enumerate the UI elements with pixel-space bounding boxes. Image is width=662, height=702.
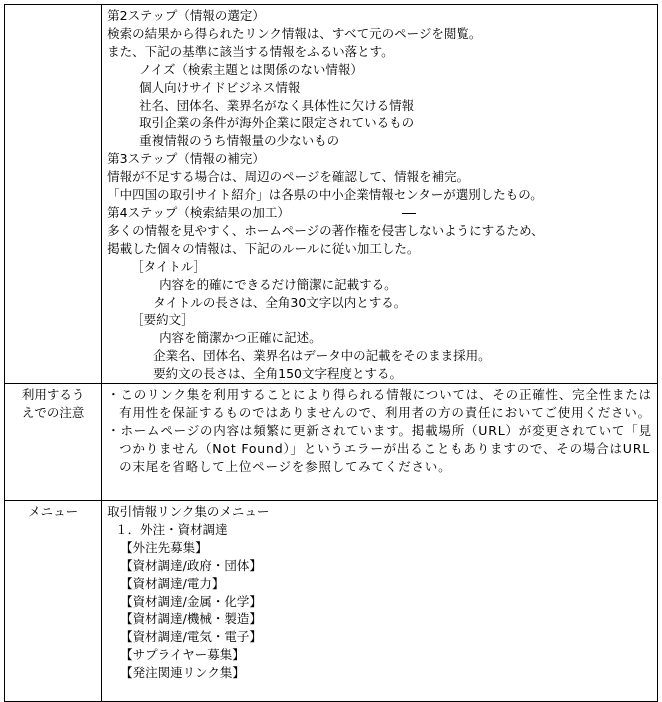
notes-label-cell	[5, 384, 102, 501]
criteria-item: ノイズ（検索主題とは関係のない情報）	[139, 61, 363, 77]
step4-title: 第4ステップ（検索結果の加工）	[107, 204, 290, 220]
summary-rules-heading: ［要約文］	[131, 312, 194, 328]
note-bullet: ・ホームページの内容は頻繁に更新されています。掲載場所（URL）が変更されていて「見つかりません（Not Found）」というエラーが出ることもありますので、その場合はURLの末尾を省略して上位ページを参照してみてください。	[107, 422, 652, 474]
criteria-item: 重複情報のうち情報量の少ないもの	[139, 133, 340, 149]
summary-rule: 内容を簡潔かつ正確に記述。	[159, 330, 322, 346]
criteria-item: 社名、団体名、業界名がなく具体性に欠ける情報	[139, 97, 415, 113]
step3-title: 第3ステップ（情報の補完）	[107, 151, 265, 167]
menu-link[interactable]: 【外注先募集】	[120, 539, 208, 555]
menu-section: １．外注・資材調達	[115, 521, 228, 537]
step4-line: 多くの情報を見やすく、ホームページの著作権を侵害しないようにするため、	[107, 222, 544, 238]
menu-label: メニュー	[28, 504, 79, 520]
step4-line: 掲載した個々の情報は、下記のルールに従い加工した。	[107, 240, 420, 256]
step4-title-row	[107, 204, 653, 222]
title-rules-heading: ［タイトル］	[131, 258, 206, 274]
title-rule: 内容を的確にできるだけ簡潔に記載する。	[159, 276, 397, 292]
menu-link[interactable]: 【資材調達/金属・化学】	[120, 593, 262, 609]
notes-label: えでの注意	[21, 404, 85, 420]
step3-line: 情報が不足する場合は、周辺のページを確認して、情報を補完。	[107, 169, 470, 185]
menu-row	[5, 501, 658, 702]
menu-label-cell	[5, 501, 102, 702]
step2-line: 検索の結果から得られたリンク情報は、すべて元のページを閲覧。	[107, 25, 482, 41]
note-bullet: ・このリンク集を利用することにより得られる情報については、その正確性、完全性または有用性を保証するものではありませんので、利用者の方の責任においてご使用ください。	[107, 387, 652, 420]
process-label-cell	[5, 5, 102, 384]
notes-row	[5, 384, 658, 501]
process-content-cell	[102, 5, 658, 384]
step2-line: また、下記の基準に該当する情報をふるい落とす。	[107, 43, 394, 59]
menu-link[interactable]: 【資材調達/機械・製造】	[120, 611, 262, 627]
step3-line: 「中四国の取引サイト紹介」は各県の中小企業情報センターが選別したもの。	[107, 187, 543, 203]
notes-label: 利用するう	[21, 387, 85, 403]
menu-link[interactable]: 【サプライヤー募集】	[120, 647, 245, 663]
criteria-item: 個人向けサイドビジネス情報	[139, 79, 301, 95]
title-rule: タイトルの長さは、全角30文字以内とする。	[153, 294, 407, 310]
menu-heading: 取引情報リンク集のメニュー	[107, 504, 270, 520]
menu-link[interactable]: 【資材調達/政府・団体】	[120, 557, 262, 573]
summary-rule: 要約文の長さは、全角150文字程度とする。	[153, 366, 403, 382]
menu-content-cell	[102, 501, 658, 702]
dash-mark	[402, 213, 416, 214]
step2-title: 第2ステップ（情報の選定）	[107, 8, 265, 23]
menu-link[interactable]: 【資材調達/電気・電子】	[120, 629, 262, 645]
notes-content-cell	[102, 384, 658, 501]
summary-rule: 企業名、団体名、業界名はデータ中の記載をそのまま採用。	[153, 348, 491, 364]
info-table	[4, 4, 658, 702]
criteria-item: 取引企業の条件が海外企業に限定されているもの	[139, 115, 415, 131]
menu-link[interactable]: 【資材調達/電力】	[120, 575, 225, 591]
process-row	[5, 5, 658, 384]
menu-link[interactable]: 【発注関連リンク集】	[120, 665, 245, 681]
